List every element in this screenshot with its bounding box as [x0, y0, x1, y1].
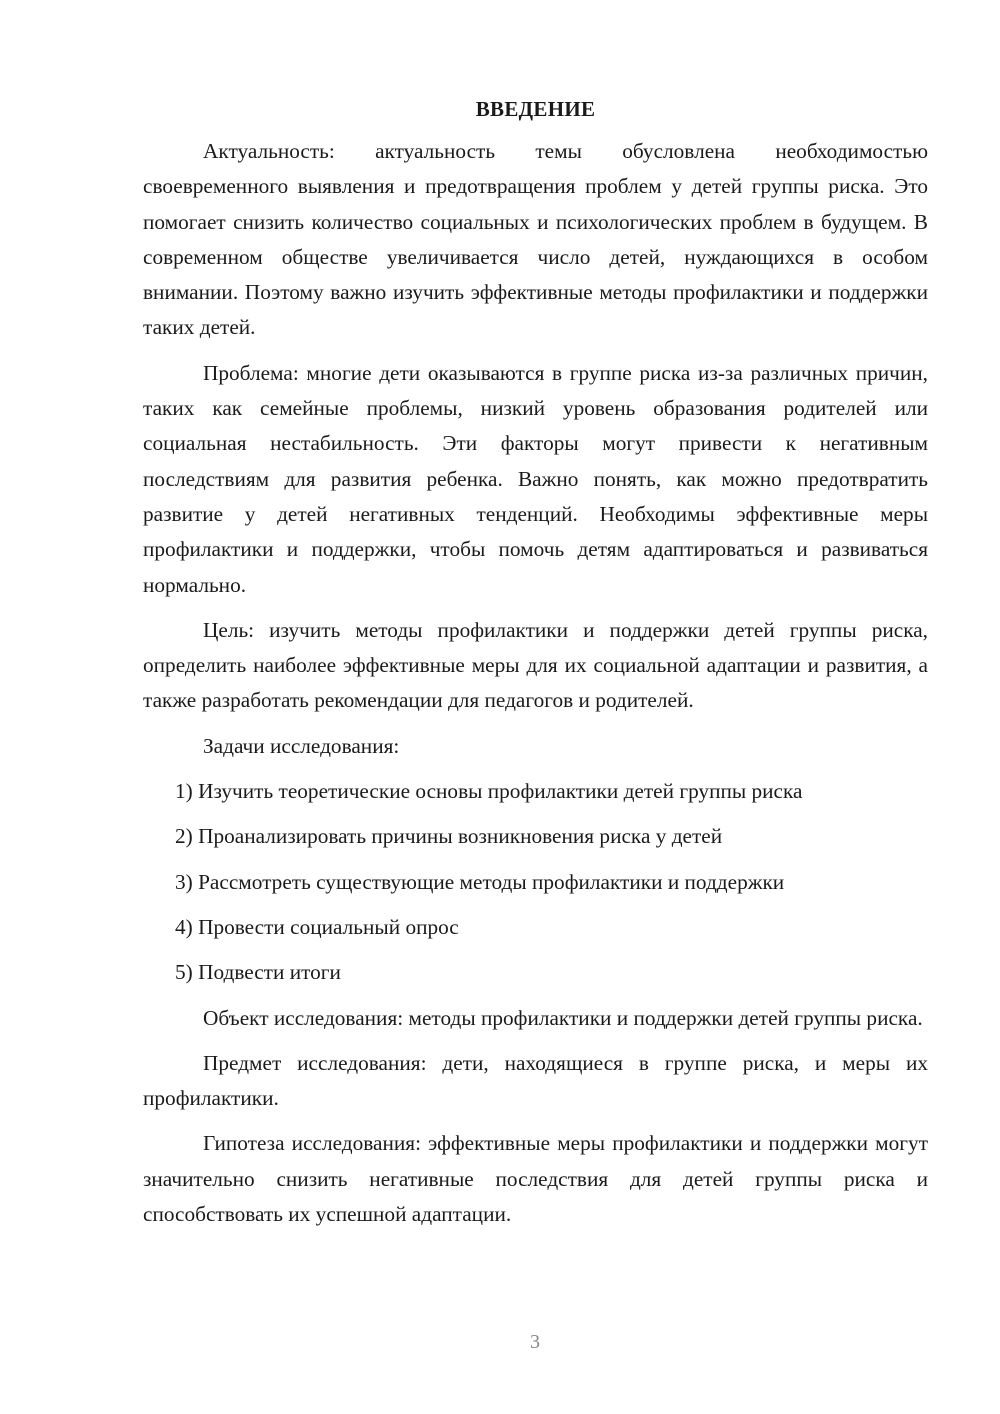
- task-item: 5) Подвести итоги: [175, 960, 341, 985]
- tasks-title: Задачи исследования:: [203, 733, 400, 758]
- task-item: 3) Рассмотреть существующие методы профилактики и поддержки: [175, 869, 785, 894]
- section-heading: ВВЕДЕНИЕ: [475, 97, 596, 121]
- task-item: 4) Провести социальный опрос: [175, 914, 459, 939]
- paragraph-hypothesis: Гипотеза исследования: эффективные меры профилактики и поддержки могут значительно снизить негативные последствия для детей группы риска и способствовать их успешной адаптации.: [143, 1131, 928, 1227]
- paragraph-object: Объект исследования: методы профилактики и поддержки детей группы риска.: [203, 1005, 923, 1030]
- task-item: 1) Изучить теоретические основы профилактики детей группы риска: [175, 779, 803, 804]
- paragraph-relevance: Актуальность: актуальность темы обусловлена необходимостью своевременного выявления и предотвращения проблем у детей группы риска. Это помогает снизить количество социальных и психологических проблем в будущем. В современном обществе увеличивается число детей, нуждающихся в особом внимании. Поэтому важно изучить эффективные методы профилактики и поддержки таких детей.: [143, 139, 928, 340]
- paragraph-problem: Проблема: многие дети оказываются в группе риска из-за различных причин, таких как семейные проблемы, низкий уровень образования родителей или социальная нестабильность. Эти факторы могут привести к негативным последствиям для развития ребенка. Важно понять, как можно предотвратить развитие у детей негативных тенденций. Необходимы эффективные меры профилактики и поддержки, чтобы помочь детям адаптироваться и развиваться нормально.: [143, 360, 928, 597]
- document-page: [143, 92, 928, 1242]
- task-item: 2) Проанализировать причины возникновения риска у детей: [175, 824, 723, 849]
- page-number: 3: [530, 1331, 540, 1353]
- task-list: [143, 774, 928, 990]
- paragraph-subject: Предмет исследования: дети, находящиеся в группе риска, и меры их профилактики.: [143, 1050, 928, 1111]
- paragraph-goal: Цель: изучить методы профилактики и поддержки детей группы риска, определить наиболее эффективные меры для их социальной адаптации и развития, а также разработать рекомендации для педагогов и родителей.: [143, 617, 928, 713]
